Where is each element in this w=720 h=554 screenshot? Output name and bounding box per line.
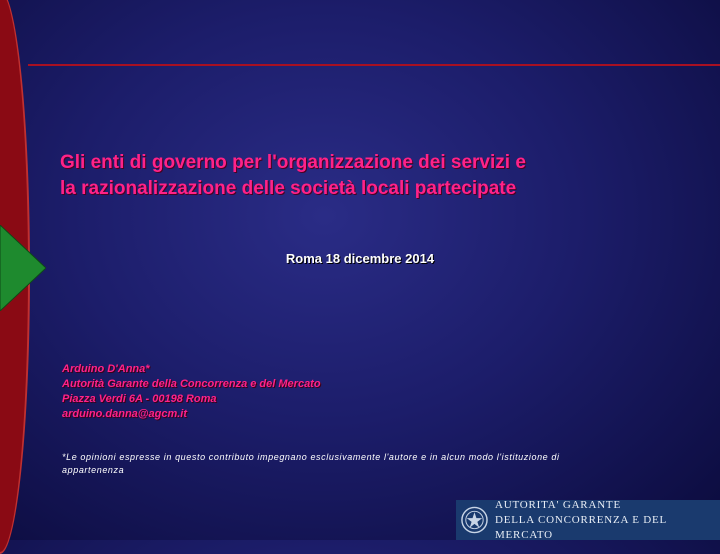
author-block [62,362,321,422]
note-line-1: *Le opinioni espresse in questo contributo impegnano esclusivamente l'autore e in alcun modo l'istituzione di [62,452,560,462]
top-divider-line [28,64,720,66]
agcm-logo [456,500,720,540]
logo-text [495,498,720,543]
logo-line-1: AUTORITA' GARANTE [494,498,621,511]
author-email: arduino.danna@agcm.it [62,408,188,420]
author-name: Arduino D'Anna* [62,363,150,375]
title-line-2: la razionalizzazione delle società locali partecipate [60,178,517,199]
title-line-1: Gli enti di governo per l'organizzazione dei servizi e [60,152,526,173]
disclaimer-note [62,451,642,477]
logo-line-2: DELLA CONCORRENZA E DEL MERCATO [494,513,667,541]
slide-date: Roma 18 dicembre 2014 [285,251,435,266]
italian-emblem-icon [460,505,489,535]
author-organization: Autorità Garante della Concorrenza e del Mercato [62,378,321,390]
green-triangle-marker [0,225,46,311]
author-address: Piazza Verdi 6A - 00198 Roma [62,393,217,405]
note-line-2: appartenenza [62,465,125,475]
slide-title [60,150,700,202]
